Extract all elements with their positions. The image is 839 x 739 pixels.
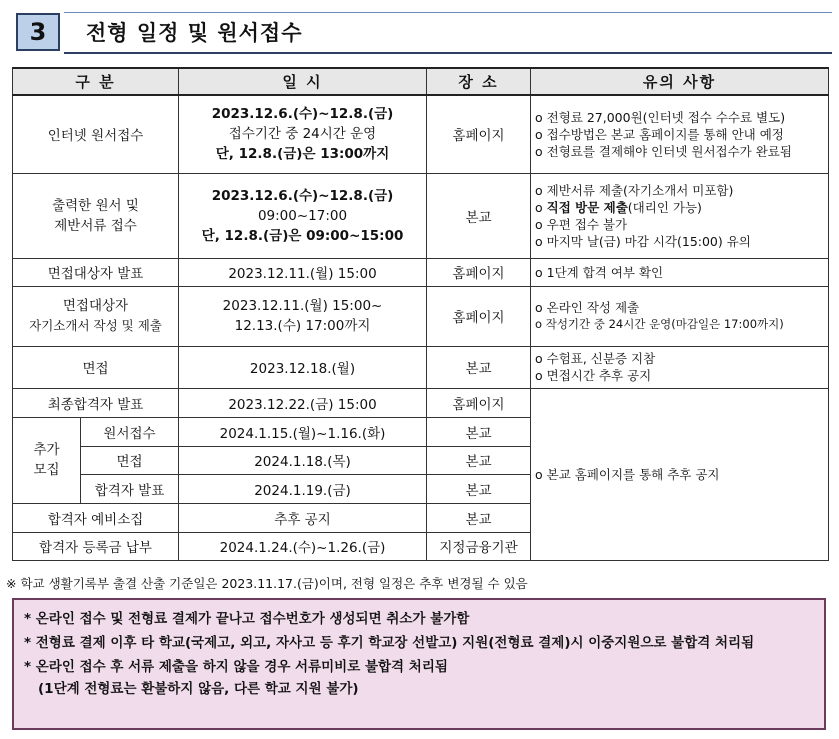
category-line: 자기소개서 작성 및 제출 [29, 318, 162, 333]
header-rule-bottom [64, 52, 832, 54]
row-place: 본교 [427, 503, 531, 532]
row-place: 홈페이지 [427, 286, 531, 346]
schedule-table [12, 67, 829, 561]
section-number: 3 [16, 13, 60, 51]
row-category: 면접대상자 발표 [13, 258, 179, 286]
note-line: o 우편 접수 불가 [535, 216, 628, 232]
row-place: 본교 [427, 173, 531, 258]
row-datetime [179, 173, 427, 258]
note-emphasis: 직접 방문 제출 [546, 199, 628, 215]
row-category: 최종합격자 발표 [13, 388, 179, 417]
date-line: 2023.12.6.(수)~12.8.(금) [211, 187, 394, 204]
warning-item [24, 656, 814, 700]
note-line: o 전형료를 결제해야 인터넷 원서접수가 완료됨 [535, 143, 792, 159]
row-place: 본교 [427, 474, 531, 503]
row-subcategory: 원서접수 [81, 417, 179, 446]
row-category [13, 286, 179, 346]
note-line: o 수험표, 신분증 지참 [535, 351, 656, 366]
row-datetime: 2024.1.24.(수)~1.26.(금) [179, 532, 427, 560]
date-line: 단, 12.8.(금)은 09:00~15:00 [201, 227, 404, 244]
header-category: 구 분 [13, 68, 179, 95]
date-line: 09:00~17:00 [257, 207, 348, 224]
merged-note: o 본교 홈페이지를 통해 추후 공지 [531, 388, 829, 560]
date-line: 2023.12.11.(월) 15:00~ [222, 298, 383, 314]
row-place: 지정금융기관 [427, 532, 531, 560]
date-line: 2023.12.6.(수)~12.8.(금) [211, 106, 394, 123]
date-line: 12.13.(수) 17:00까지 [234, 318, 371, 334]
row-notes [531, 346, 829, 388]
row-category: 합격자 등록금 납부 [13, 532, 179, 560]
table-row [13, 286, 829, 346]
table-row [13, 95, 829, 173]
group-line: 모집 [33, 462, 60, 478]
warning-item: * 온라인 접수 및 전형료 결제가 끝나고 접수번호가 생성되면 취소가 불가함 [24, 611, 470, 627]
category-line: 출력한 원서 및 [52, 197, 139, 214]
row-datetime: 2023.12.18.(월) [179, 346, 427, 388]
warning-box [12, 598, 826, 730]
note-line: o 면접시간 추후 공지 [535, 368, 652, 383]
warning-item: * 전형료 결제 이후 타 학교(국제고, 외고, 자사고 등 후기 학교장 선발고) 지원(전형료 결제)시 이중지원으로 불합격 처리됨 [24, 635, 755, 651]
row-datetime: 2024.1.18.(목) [179, 446, 427, 474]
row-group [13, 417, 81, 503]
row-place: 본교 [427, 446, 531, 474]
header-notes: 유의 사항 [531, 68, 829, 95]
note-line: o 전형료 27,000원(인터넷 접수 수수료 별도) [535, 109, 786, 125]
header-datetime: 일 시 [179, 68, 427, 95]
row-notes: o 1단계 합격 여부 확인 [531, 258, 829, 286]
section-title: 전형 일정 및 원서접수 [86, 21, 303, 45]
row-place: 본교 [427, 346, 531, 388]
note-line: o 제반서류 제출(자기소개서 미포함) [535, 182, 734, 198]
note-line: o 마지막 날(금) 마감 시각(15:00) 유의 [535, 233, 751, 249]
row-datetime: 2024.1.15.(월)~1.16.(화) [179, 417, 427, 446]
category-line: 제반서류 접수 [54, 217, 137, 234]
section-header [6, 8, 832, 58]
note-line: o 온라인 작성 제출 [535, 300, 640, 315]
row-place: 홈페이지 [427, 258, 531, 286]
row-datetime: 추후 공지 [179, 503, 427, 532]
date-line: 접수기간 중 24시간 운영 [228, 126, 377, 143]
row-place: 본교 [427, 417, 531, 446]
row-notes [531, 286, 829, 346]
table-header-row [13, 68, 829, 95]
row-category: 인터넷 원서접수 [13, 95, 179, 173]
note-line [535, 199, 828, 216]
row-datetime: 2024.1.19.(금) [179, 474, 427, 503]
row-notes [531, 173, 829, 258]
table-row [13, 173, 829, 258]
row-place: 홈페이지 [427, 388, 531, 417]
table-row [13, 258, 829, 286]
row-datetime: 2023.12.11.(월) 15:00 [179, 258, 427, 286]
row-category: 합격자 예비소집 [13, 503, 179, 532]
row-notes [531, 95, 829, 173]
note-text: (대리인 가능) [627, 199, 702, 215]
header-place: 장 소 [427, 68, 531, 95]
warning-subtext: (1단계 전형료는 환불하지 않음, 다른 학교 지원 불가) [38, 681, 359, 697]
note-line: o 작성기간 중 24시간 운영(마감일은 17:00까지) [535, 317, 784, 331]
row-datetime: 2023.12.22.(금) 15:00 [179, 388, 427, 417]
footnote: ※ 학교 생활기록부 출결 산출 기준일은 2023.11.17.(금)이며, 전형 일정은 추후 변경될 수 있음 [6, 576, 528, 591]
row-datetime [179, 286, 427, 346]
note-bullet: o [535, 199, 547, 215]
row-category [13, 173, 179, 258]
header-rule-top [64, 12, 832, 13]
row-category: 면접 [13, 346, 179, 388]
group-line: 추가 [33, 442, 60, 458]
warning-text: * 온라인 접수 후 서류 제출을 하지 않을 경우 서류미비로 불합격 처리됨 [24, 659, 448, 675]
note-line: o 접수방법은 본교 홈페이지를 통해 안내 예정 [535, 126, 784, 142]
row-datetime [179, 95, 427, 173]
table-row [13, 346, 829, 388]
row-place: 홈페이지 [427, 95, 531, 173]
table-row [13, 388, 829, 417]
date-line: 단, 12.8.(금)은 13:00까지 [215, 146, 390, 163]
row-subcategory: 면접 [81, 446, 179, 474]
row-subcategory: 합격자 발표 [81, 474, 179, 503]
category-line: 면접대상자 [62, 298, 129, 314]
